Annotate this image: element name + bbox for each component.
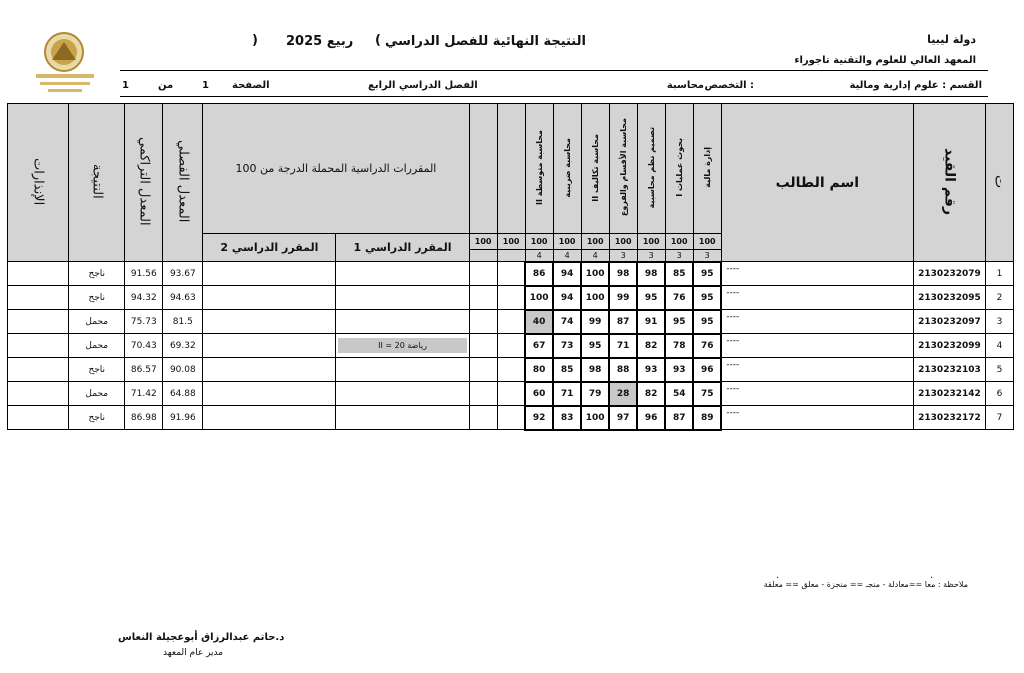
subject-header: محاسبة ضريبية xyxy=(553,104,581,234)
table-row xyxy=(8,334,1014,358)
header-name: اسم الطالب xyxy=(721,104,913,262)
gpa-semester: 69.32 xyxy=(163,334,203,358)
paren-close: ) xyxy=(252,33,258,48)
grade-cell: 74 xyxy=(553,310,581,334)
row-number: 2 xyxy=(985,286,1013,310)
of-label: من xyxy=(158,80,174,91)
subject-header: تصميم نظم محاسبية xyxy=(637,104,665,234)
subject-credits xyxy=(469,250,497,262)
table-row xyxy=(8,310,1014,334)
subject-credits: 3 xyxy=(609,250,637,262)
grade-cell: 95 xyxy=(693,310,721,334)
table-row xyxy=(8,286,1014,310)
grade-cell: 83 xyxy=(553,406,581,430)
grade-cell-empty xyxy=(497,406,525,430)
carried-course-2 xyxy=(203,382,336,406)
header-gpa-cumulative: المعدل التراكمي xyxy=(125,104,163,262)
gpa-cumulative: 86.57 xyxy=(125,358,163,382)
subject-max: 100 xyxy=(693,234,721,250)
carried-course-1 xyxy=(336,406,469,430)
footer-dot: . xyxy=(776,570,780,581)
registration-number: 2130232172 xyxy=(913,406,985,430)
grade-cell: 99 xyxy=(609,286,637,310)
subject-max: 100 xyxy=(609,234,637,250)
grade-cell: 100 xyxy=(525,286,553,310)
header-result: النتيجة xyxy=(69,104,125,262)
semester-label: الفصل الدراسي الرابع xyxy=(368,80,478,91)
gpa-semester: 94.63 xyxy=(163,286,203,310)
page-label: الصفحة xyxy=(232,80,270,91)
warnings-cell xyxy=(8,382,69,406)
carried-course-1 xyxy=(336,382,469,406)
legend-note: ملاحظة : معا ==معادلة - منجـ == منجزة - معلق == معلقة xyxy=(763,580,968,589)
subject-credits: 3 xyxy=(693,250,721,262)
gpa-semester: 64.88 xyxy=(163,382,203,406)
student-name: ---- xyxy=(721,262,913,286)
subject-max: 100 xyxy=(469,234,497,250)
gpa-cumulative: 94.32 xyxy=(125,286,163,310)
grade-cell: 76 xyxy=(693,334,721,358)
student-name: ---- xyxy=(721,382,913,406)
subject-max: 100 xyxy=(525,234,553,250)
grade-cell: 85 xyxy=(665,262,693,286)
grade-cell: 93 xyxy=(637,358,665,382)
grade-cell: 40 xyxy=(525,310,553,334)
grade-cell: 93 xyxy=(665,358,693,382)
department-label: القسم : علوم إدارية ومالية xyxy=(849,80,982,91)
header-gpa-semester: المعدل الفصلي xyxy=(163,104,203,262)
page-title: النتيجة النهائية للفصل الدراسي xyxy=(385,34,586,49)
grade-cell: 92 xyxy=(525,406,553,430)
gpa-semester: 91.96 xyxy=(163,406,203,430)
grade-cell: 94 xyxy=(553,262,581,286)
carried-course-1 xyxy=(336,286,469,310)
header-no: ت xyxy=(985,104,1013,262)
grade-cell-empty xyxy=(497,286,525,310)
warnings-cell xyxy=(8,358,69,382)
carried-course-1 xyxy=(336,310,469,334)
row-number: 3 xyxy=(985,310,1013,334)
result-status: ناجح xyxy=(69,406,125,430)
subject-header xyxy=(469,104,497,234)
grade-cell: 88 xyxy=(609,358,637,382)
grade-cell: 54 xyxy=(665,382,693,406)
subject-max: 100 xyxy=(581,234,609,250)
subject-max: 100 xyxy=(665,234,693,250)
gpa-semester: 90.08 xyxy=(163,358,203,382)
signer-name: د.حاتم عبدالرزاق أبوعجيلة النعاس xyxy=(118,632,285,643)
grade-cell: 91 xyxy=(637,310,665,334)
term-label: ربيع 2025 xyxy=(286,34,354,49)
grade-cell: 99 xyxy=(581,310,609,334)
student-name: ---- xyxy=(721,310,913,334)
grade-cell-empty xyxy=(469,262,497,286)
grade-cell: 73 xyxy=(553,334,581,358)
result-status: محمل xyxy=(69,334,125,358)
gpa-cumulative: 71.42 xyxy=(125,382,163,406)
grade-cell: 79 xyxy=(581,382,609,406)
carried-course-1 xyxy=(336,358,469,382)
carried-course-1 xyxy=(336,334,469,358)
grade-cell-empty xyxy=(469,382,497,406)
table-row xyxy=(8,358,1014,382)
grade-cell-empty xyxy=(469,310,497,334)
results-table xyxy=(7,103,1014,431)
grade-cell: 71 xyxy=(553,382,581,406)
grade-cell: 89 xyxy=(693,406,721,430)
grade-cell-empty xyxy=(469,406,497,430)
registration-number: 2130232103 xyxy=(913,358,985,382)
table-row xyxy=(8,406,1014,430)
page-number: 1 xyxy=(202,80,209,91)
grade-cell: 82 xyxy=(637,334,665,358)
row-number: 5 xyxy=(985,358,1013,382)
subject-credits xyxy=(497,250,525,262)
course2-header: المقرر الدراسي 2 xyxy=(203,234,336,262)
subject-credits: 4 xyxy=(553,250,581,262)
gpa-semester: 93.67 xyxy=(163,262,203,286)
info-divider xyxy=(120,96,988,97)
subject-credits: 4 xyxy=(581,250,609,262)
specialization-value: محاسبة xyxy=(666,80,704,91)
gpa-cumulative: 91.56 xyxy=(125,262,163,286)
grade-cell-empty xyxy=(497,310,525,334)
gpa-cumulative: 86.98 xyxy=(125,406,163,430)
carried-course-2 xyxy=(203,310,336,334)
student-name: ---- xyxy=(721,406,913,430)
carried-course-1 xyxy=(336,262,469,286)
warnings-cell xyxy=(8,310,69,334)
subject-credits: 3 xyxy=(637,250,665,262)
grade-cell: 94 xyxy=(553,286,581,310)
signer-role: مدير عام المعهد xyxy=(163,648,224,658)
result-status: ناجح xyxy=(69,358,125,382)
row-number: 6 xyxy=(985,382,1013,406)
table-row xyxy=(8,262,1014,286)
grade-cell: 95 xyxy=(637,286,665,310)
grade-cell: 67 xyxy=(525,334,553,358)
carried-courses-header: المقررات الدراسية المحملة الدرجة من 100 xyxy=(203,104,469,234)
country-label: دولة ليبيا xyxy=(927,33,976,46)
grade-cell: 71 xyxy=(609,334,637,358)
grade-cell: 28 xyxy=(609,382,637,406)
grade-cell-empty xyxy=(497,382,525,406)
carried-course-2 xyxy=(203,358,336,382)
grade-cell: 75 xyxy=(693,382,721,406)
grade-cell: 96 xyxy=(637,406,665,430)
grade-cell: 82 xyxy=(637,382,665,406)
table-row xyxy=(8,382,1014,406)
footer-dot: . xyxy=(930,570,934,581)
warnings-cell xyxy=(8,262,69,286)
grade-cell: 95 xyxy=(665,310,693,334)
subject-header: محاسبة تكاليف II xyxy=(581,104,609,234)
grade-cell: 98 xyxy=(609,262,637,286)
grade-cell: 95 xyxy=(693,262,721,286)
paren-open: ( xyxy=(375,33,381,48)
specialization-label: التخصص : xyxy=(704,80,754,91)
warnings-cell xyxy=(8,286,69,310)
subject-header: محاسبة متوسطة II xyxy=(525,104,553,234)
subject-max: 100 xyxy=(497,234,525,250)
grade-cell: 76 xyxy=(665,286,693,310)
grade-cell: 100 xyxy=(581,406,609,430)
grade-cell: 78 xyxy=(665,334,693,358)
warnings-cell xyxy=(8,334,69,358)
institute-logo-icon xyxy=(22,30,108,96)
subject-max: 100 xyxy=(553,234,581,250)
carried-course-2 xyxy=(203,334,336,358)
grade-cell: 60 xyxy=(525,382,553,406)
grade-cell-empty xyxy=(469,286,497,310)
gpa-semester: 81.5 xyxy=(163,310,203,334)
header-divider xyxy=(120,70,988,71)
header-warnings: الإنذارات xyxy=(8,104,69,262)
grade-cell-empty xyxy=(497,334,525,358)
page-total: 1 xyxy=(122,80,129,91)
gpa-cumulative: 75.73 xyxy=(125,310,163,334)
carried-course-2 xyxy=(203,262,336,286)
row-number: 4 xyxy=(985,334,1013,358)
grade-cell: 85 xyxy=(553,358,581,382)
grade-cell: 100 xyxy=(581,286,609,310)
result-status: ناجح xyxy=(69,286,125,310)
grade-cell-empty xyxy=(469,334,497,358)
gpa-cumulative: 70.43 xyxy=(125,334,163,358)
student-name: ---- xyxy=(721,286,913,310)
subject-header: محاسبة الأقسام والفروع xyxy=(609,104,637,234)
result-status: محمل xyxy=(69,310,125,334)
grade-cell-empty xyxy=(469,358,497,382)
grade-cell: 95 xyxy=(693,286,721,310)
carried-course-badge: رياضة II = 20 xyxy=(338,338,466,353)
results-body xyxy=(8,262,1014,430)
registration-number: 2130232099 xyxy=(913,334,985,358)
registration-number: 2130232079 xyxy=(913,262,985,286)
subject-header xyxy=(497,104,525,234)
row-number: 1 xyxy=(985,262,1013,286)
grade-cell: 97 xyxy=(609,406,637,430)
row-number: 7 xyxy=(985,406,1013,430)
carried-course-2 xyxy=(203,286,336,310)
grade-cell: 87 xyxy=(609,310,637,334)
grade-cell: 80 xyxy=(525,358,553,382)
carried-course-2 xyxy=(203,406,336,430)
registration-number: 2130232095 xyxy=(913,286,985,310)
grade-cell: 100 xyxy=(581,262,609,286)
grade-cell: 98 xyxy=(637,262,665,286)
institute-label: المعهد العالي للعلوم والتقنية تاجوراء xyxy=(794,55,976,66)
result-status: ناجح xyxy=(69,262,125,286)
grade-cell-empty xyxy=(497,262,525,286)
subject-header: بحوث عمليات I xyxy=(665,104,693,234)
registration-number: 2130232142 xyxy=(913,382,985,406)
course1-header: المقرر الدراسي 1 xyxy=(336,234,469,262)
student-name: ---- xyxy=(721,358,913,382)
grade-cell: 96 xyxy=(693,358,721,382)
registration-number: 2130232097 xyxy=(913,310,985,334)
grade-cell: 95 xyxy=(581,334,609,358)
grade-cell: 86 xyxy=(525,262,553,286)
subject-max: 100 xyxy=(637,234,665,250)
subject-credits: 4 xyxy=(525,250,553,262)
warnings-cell xyxy=(8,406,69,430)
result-status: محمل xyxy=(69,382,125,406)
grade-cell: 98 xyxy=(581,358,609,382)
grade-cell-empty xyxy=(497,358,525,382)
header-reg: رقم القيد xyxy=(913,104,985,262)
subject-credits: 3 xyxy=(665,250,693,262)
grade-cell: 87 xyxy=(665,406,693,430)
subject-header: إدارة مالية xyxy=(693,104,721,234)
student-name: ---- xyxy=(721,334,913,358)
